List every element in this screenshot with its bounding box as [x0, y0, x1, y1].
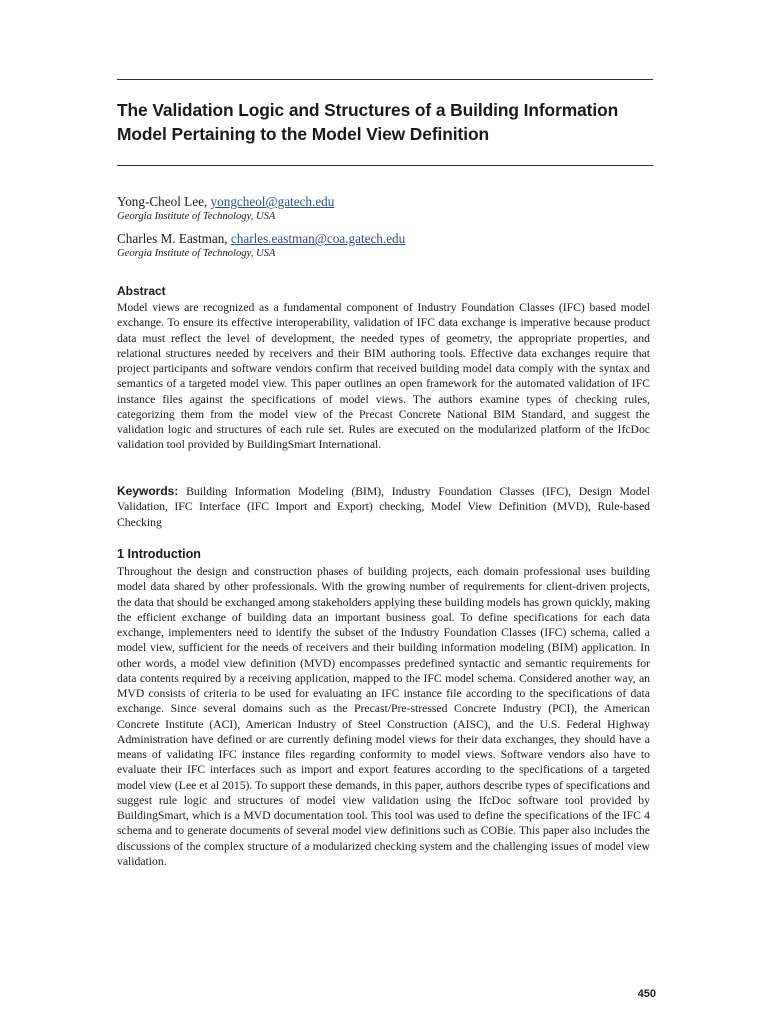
author-2-affiliation: Georgia Institute of Technology, USA: [117, 248, 276, 259]
author-2-email-link[interactable]: charles.eastman@coa.gatech.edu: [230, 231, 406, 246]
author-2: [117, 230, 657, 261]
author-1-line: [117, 193, 657, 210]
keywords-paragraph: [117, 484, 650, 530]
abstract-section: [117, 283, 650, 453]
author-1: [117, 193, 657, 224]
author-1-email-link[interactable]: yongcheol@gatech.edu: [210, 194, 335, 209]
keywords-label: Keywords:: [117, 484, 179, 498]
introduction-section: [117, 546, 650, 869]
introduction-text: Throughout the design and construction phases of building projects, each domain professional uses building model data shared by other professionals. With the growing number of requirements for client-driven projects, the data that should be exchanged among stakeholders applying these building models has grown quickly, making the efficient exchange of building data an important business goal. To define specifications for each data exchange, implementers need to identify the subset of the Industry Foundation Classes (IFC) schema, called a model view, sufficient for the needs of receivers and their building information modeling (BIM) application. In other words, a model view definition (MVD) encompasses predefined syntactic and semantic requirements for data contents required by a receiving application, mapped to the IFC model schema. Considered another way, an MVD consists of criteria to be used for evaluating an IFC instance file according to the specifications of data exchange. Since several domains such as the Precast/Pre-stressed Concrete Industry (PCI), the American Concrete Institute (ACI), American Industry of Steel Construction (AISC), and the U.S. Federal Highway Administration have defined or are currently defining model views for their data exchanges, they should have a means of validating IFC instance files regarding conformity to model views. Software vendors also have to evaluate their IFC interfaces such as import and export features according to the specifications of a targeted model view (Lee et al 2015). To support these demands, in this paper, authors describe types of specifications and suggest rule logic and structures of model view validation using the IfcDoc software tool provided by BuildingSmart, which is a MVD documentation tool. This tool was used to define the specifications of the IFC 4 schema and to generate documents of several model view definitions such as COBie. This paper also includes the discussions of the complex structure of a modularized checking system and the challenging issues of model view validation.: [117, 565, 650, 868]
introduction-heading: 1 Introduction: [117, 547, 201, 561]
author-2-name: Charles M. Eastman,: [117, 231, 228, 246]
author-1-name: Yong-Cheol Lee,: [117, 194, 208, 209]
title-bottom-rule: [117, 165, 653, 166]
author-list: [117, 193, 657, 267]
author-1-affiliation: Georgia Institute of Technology, USA: [117, 211, 276, 222]
page-number: 450: [637, 988, 656, 1000]
paper-title: The Validation Logic and Structures of a Building Information Model Pertaining to the Model View Definition: [117, 100, 619, 144]
abstract-text: Model views are recognized as a fundamental component of Industry Foundation Classes (IFC) based model exchange. To ensure its effective interoperability, validation of IFC data exchange is imperative because product data must reflect the level of development, the needed types of geometry, the appropriate properties, and relational structures needed by receivers and their BIM authoring tools. Effective data exchanges require that project participants and software vendors confirm that received building model data comply with the syntax and semantics of a targeted model view. This paper outlines an open framework for the automated validation of IFC instance files against the specifications of model views. The authors examine types of checking rules, categorizing them from the model view of the Precast Concrete National BIM Standard, and suggest the validation logic and structures of each rule set. Rules are executed on the modularized platform of the IfcDoc validation tool provided by BuildingSmart International.: [117, 301, 650, 452]
keywords-section: [117, 484, 650, 530]
abstract-heading: Abstract: [117, 284, 166, 298]
author-2-line: [117, 230, 657, 247]
keywords-text: Building Information Modeling (BIM), Industry Foundation Classes (IFC), Design Model Validation, IFC Interface (IFC Import and Export) checking, Model View Definition (MVD), Rule-based Checking: [117, 485, 651, 529]
top-rule: [117, 79, 653, 80]
